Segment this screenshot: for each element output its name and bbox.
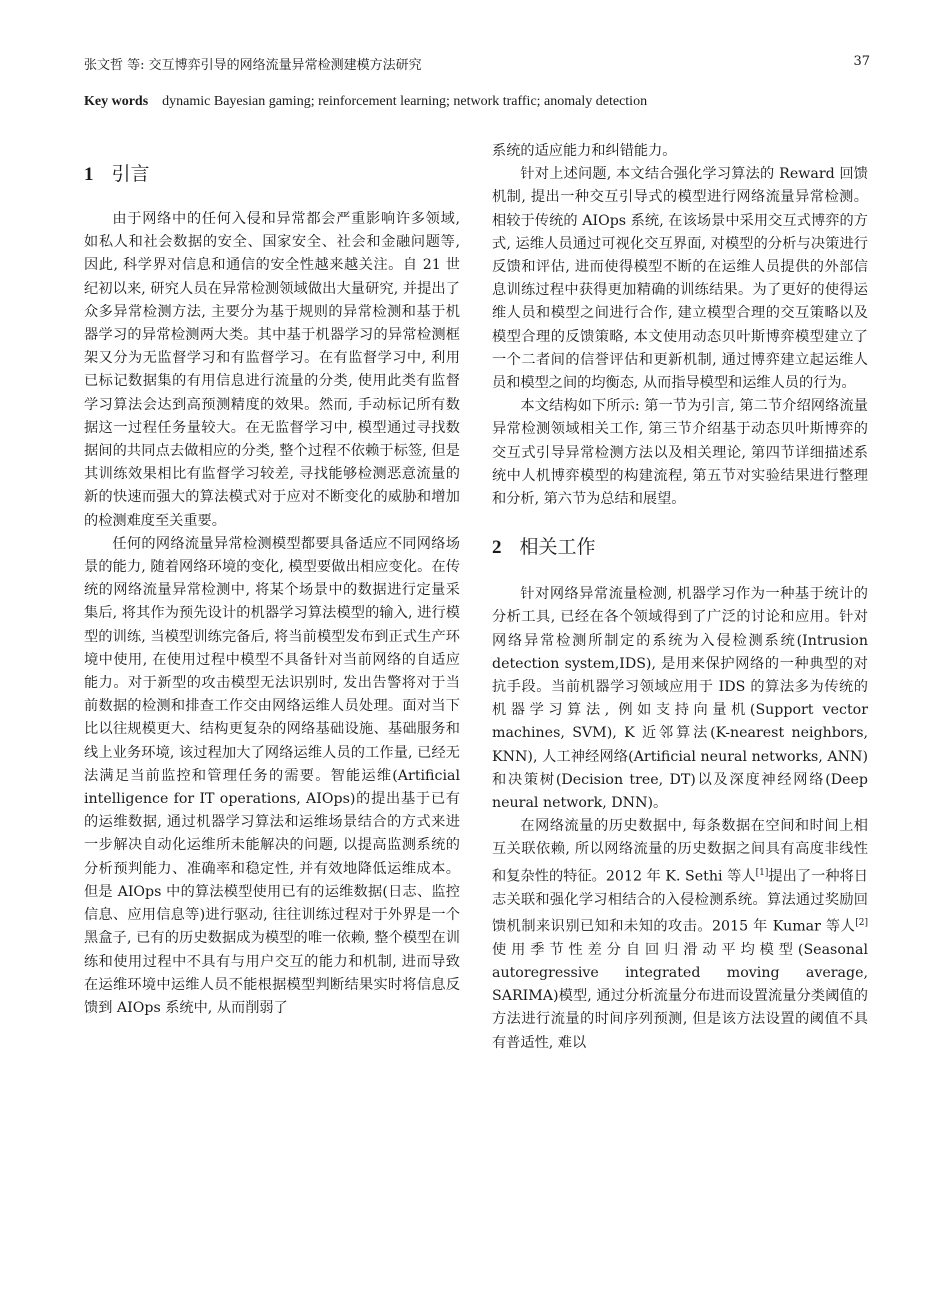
left-column bbox=[84, 140, 460, 1020]
running-title: 张文哲 等: 交互博弈引导的网络流量异常检测建模方法研究 bbox=[84, 58, 422, 73]
paragraph: 由于网络中的任何入侵和异常都会严重影响许多领域, 如私人和社会数据的安全、国家安全、社会和金融问题等, 因此, 科学界对信息和通信的安全性越来越关注。自 21 世纪初以来, 研究人员在异常检测领域做出大量研究, 并提出了众多异常检测方法, 主要分为基于规则的异常检测和基于机器学习的异常检测两大类。其中基于机器学习的异常检测框架又分为无监督学习和有监督学习。在有监督学习中, 利用已标记数据集的有用信息进行流量的分类, 使用此类有监督学习算法会达到高预测精度的效果。然而, 手动标记所有数据这一过程任务量较大。在无监督学习中, 模型通过寻找数据间的共同点去做相应的分类, 整个过程不依赖于标签, 但是其训练效果相比有监督学习较差, 寻找能够检测恶意流量的新的快速而强大的算法模式对于应对不断变化的威胁和增加的检测难度至关重要。 bbox=[84, 211, 460, 529]
section-heading-intro bbox=[84, 150, 460, 198]
paragraph: 针对上述问题, 本文结合强化学习算法的 Reward 回馈机制, 提出一种交互引导式的模型进行网络流量异常检测。相较于传统的 AIOps 系统, 在该场景中采用交互式博弈的方式, 运维人员通过可视化交互界面, 对模型的分析与决策进行反馈和评估, 进而使得模型不断的在运维人员提供的外部信息训练过程中获得更加精确的训练结果。为了更好的使得运维人员和模型之间进行合作, 建立模型合理的交互策略以及模型合理的反馈策略, 本文使用动态贝叶斯博弈模型建立了一个二者间的信誉评估和更新机制, 通过博弈建立起运维人员和模型之间的均衡态, 从而指导模型和运维人员的行为。 bbox=[492, 166, 868, 392]
citation[interactable]: [1] bbox=[755, 867, 769, 878]
paragraph bbox=[492, 815, 868, 1055]
keywords-label: Key words bbox=[84, 94, 149, 109]
keywords-text: dynamic Bayesian gaming; reinforcement learning; network traffic; anomaly detection bbox=[162, 94, 648, 109]
section-number: 2 bbox=[492, 537, 502, 559]
paragraph: 任何的网络流量异常检测模型都要具备适应不同网络场景的能力, 随着网络环境的变化, 模型要做出相应变化。在传统的网络流量异常检测中, 将某个场景中的数据进行定量采集后, 将其作为预先设计的机器学习算法模型的输入, 进行模型的训练, 当模型训练完备后, 将当前模型发布到正式生产环境中使用, 在使用过程中模型不具备针对当前网络的自适应能力。对于新型的攻击模型无法识别时, 发出告警将对于当前数据的检测和排查工作交由网络运维人员处理。面对当下比以往规模更大、结构更复杂的网络基础设施、基础服务和线上业务环境, 该过程加大了网络运维人员的工作量, 已经无法满足当前监控和管理任务的需要。智能运维(Artificial intelligence for IT operations, AIOps)的提出基于已有的运维数据, 通过机器学习算法和运维场景结合的方式来进一步解决自动化运维所未能解决的问题, 以提高监测系统的分析预判能力、准确率和稳定性, 并有效地降低运维成本。但是 AIOps 中的算法模型使用已有的运维数据(日志、监控信息、应用信息等)进行驱动, 往往训练过程对于外界是一个黑盒子, 已有的历史数据成为模型的唯一依赖, 整个模型在训练和使用过程中不具有与用户交互的能力和机制, 进而导致在运维环境中运维人员不能根据模型判断结果实时将信息反馈到 AIOps 系统中, 从而削弱了 bbox=[84, 535, 460, 1016]
citation[interactable]: [2] bbox=[855, 917, 868, 928]
section-number: 1 bbox=[84, 164, 94, 185]
running-header bbox=[84, 54, 870, 73]
paragraph-text: 在网络流量的历史数据中, 每条数据在空间和时间上相互关联依赖, 所以网络流量的历史数据之间具有高度非线性和复杂性的特征。2012 年 K. Sethi 等人 bbox=[492, 818, 868, 885]
paragraph-text: 提出了一种将日志关联和强化学习相结合的入侵检测系统。算法通过奖励回馈机制来识别已知和未知的攻击。2015 年 Kumar 等人 bbox=[492, 868, 868, 935]
right-column bbox=[492, 140, 868, 1055]
page-number: 37 bbox=[853, 54, 870, 69]
paragraph-text: 使用季节性差分自回归滑动平均模型(Seasonal autoregressive integrated moving average, SARIMA)模型, 通过分析流量分布进而设置流量分类阈值的方法进行流量的时间序列预测, 但是该方法设置的阈值不具有普适性, 难以 bbox=[492, 941, 868, 1051]
paragraph-continued: 系统的适应能力和纠错能力。 bbox=[492, 143, 677, 159]
section-title: 相关工作 bbox=[519, 536, 596, 559]
paragraph: 针对网络异常流量检测, 机器学习作为一种基于统计的分析工具, 已经在各个领域得到了广泛的讨论和应用。针对网络异常检测所制定的系统为入侵检测系统(Intrusion detection system,IDS), 是用来保护网络的一种典型的对抗手段。当前机器学习领域应用于 IDS 的算法多为传统的机器学习算法, 例如支持向量机(Support vector machines, SVM), K 近邻算法(K-nearest neighbors, KNN), 人工神经网络(Artificial neural networks, ANN)和决策树(Decision tree, DT)以及深度神经网络(Deep neural network, DNN)。 bbox=[492, 586, 868, 812]
paragraph: 本文结构如下所示: 第一节为引言, 第二节介绍网络流量异常检测领域相关工作, 第三节介绍基于动态贝叶斯博弈的交互式引导异常检测方法以及相关理论, 第四节详细描述系统中人机博弈模型的构建流程, 第五节对实验结果进行整理和分析, 第六节为总结和展望。 bbox=[492, 398, 868, 508]
keywords-line bbox=[84, 94, 874, 110]
section-heading-related bbox=[492, 523, 868, 571]
section-title: 引言 bbox=[111, 163, 150, 185]
